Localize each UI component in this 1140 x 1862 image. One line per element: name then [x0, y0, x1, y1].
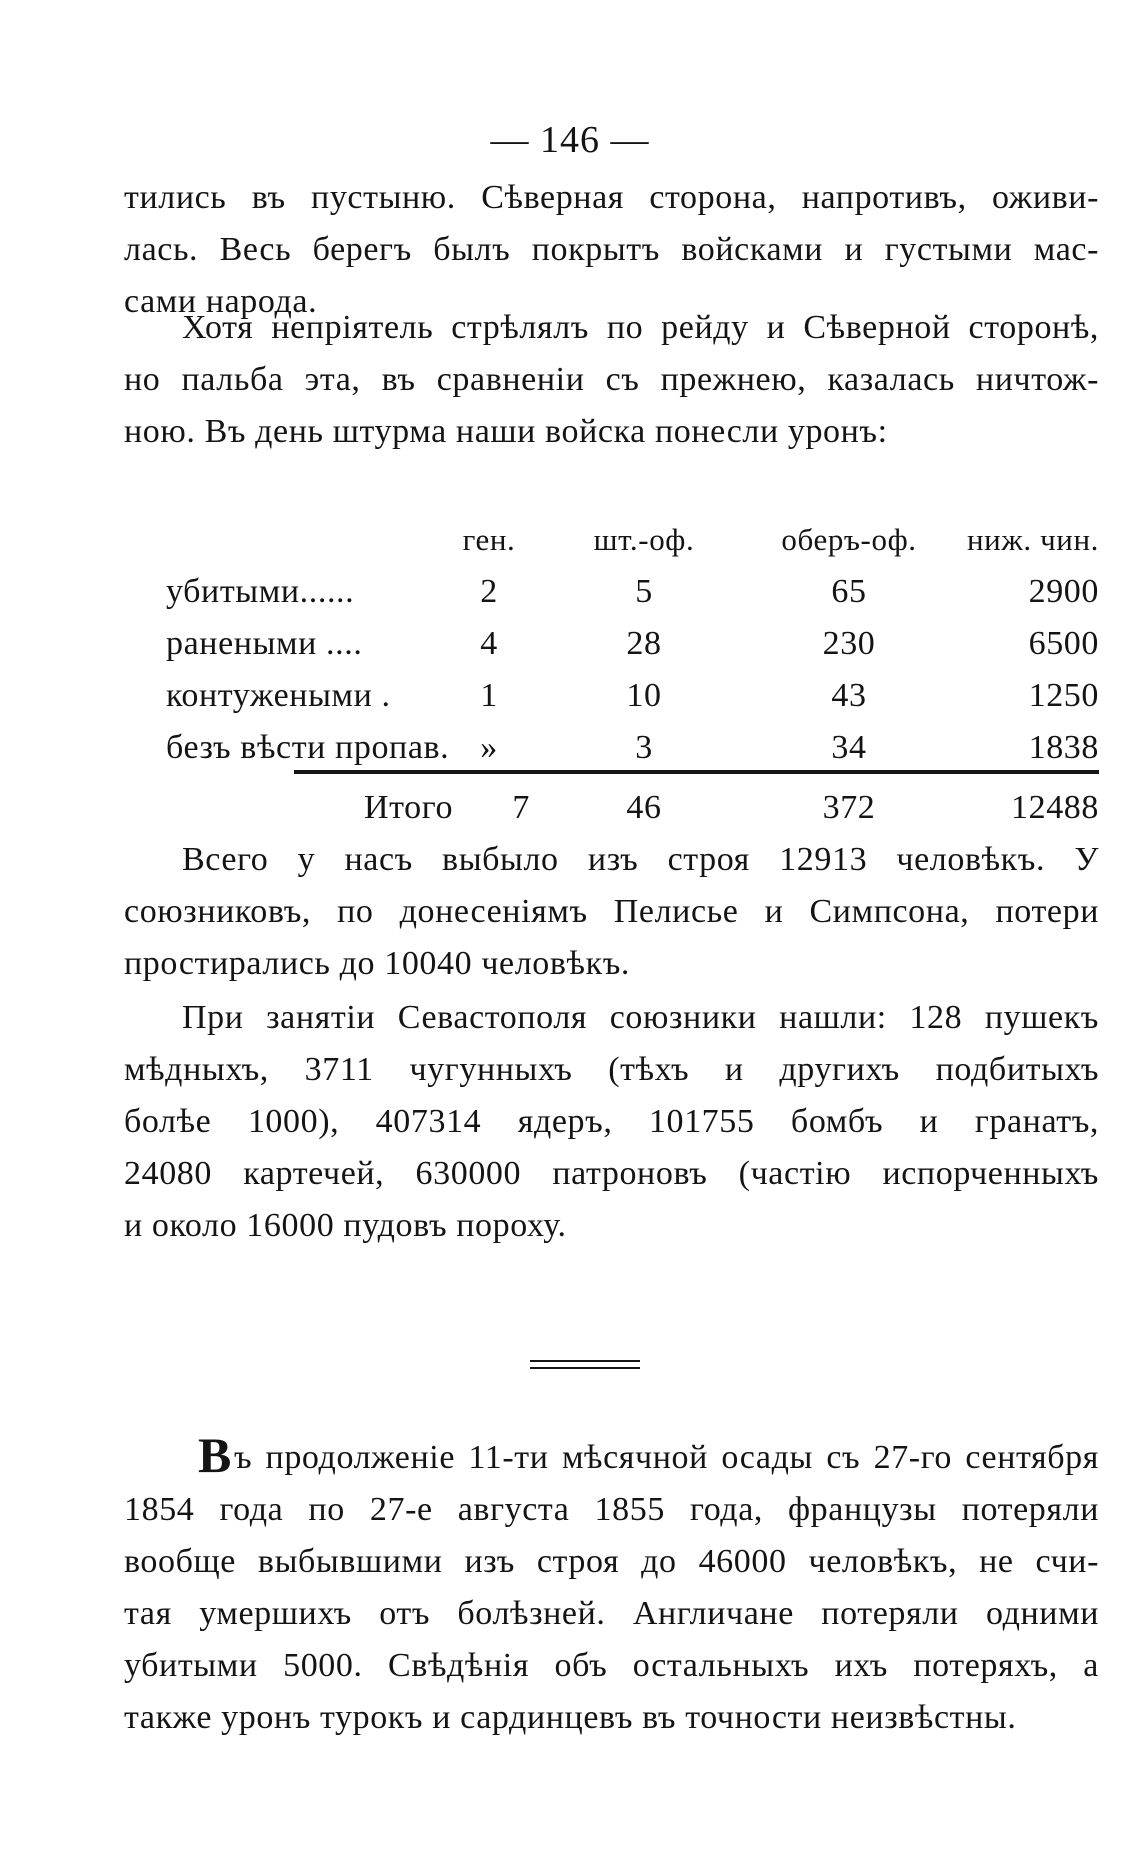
- header-generals: ген.: [462, 522, 516, 557]
- cell-chief-officers: 43: [831, 677, 867, 714]
- text-line: [124, 1432, 1099, 1484]
- text-line: простирались до 10040 человѣкъ.: [124, 945, 631, 982]
- table-row: [124, 670, 1099, 722]
- page-number: — 146 —: [490, 119, 650, 161]
- cell-lower-ranks: 1838: [1028, 729, 1099, 766]
- text-line: союзниковъ, по донесеніямъ Пелисье и Симпсона, потери: [124, 893, 1099, 930]
- cell-chief-officers: 34: [831, 729, 867, 766]
- total-label: Итого: [364, 789, 454, 826]
- cell-generals: 4: [480, 625, 498, 662]
- paragraph-siege-losses: [124, 1432, 1099, 1744]
- header-lower-ranks: ниж. чин.: [966, 522, 1099, 557]
- row-label: безъ вѣсти пропав.: [166, 729, 450, 766]
- total-lower-ranks: 12488: [1011, 789, 1099, 826]
- cell-staff-officers: 28: [626, 625, 662, 662]
- row-label: контужеными .: [166, 677, 391, 714]
- text-line: 24080 картечей, 630000 патроновъ (частію испорченныхъ: [124, 1155, 1099, 1192]
- cell-staff-officers: 5: [635, 573, 653, 610]
- paragraph-totals: [124, 834, 1099, 990]
- text-line: При занятіи Севастополя союзники нашли: 128 пушекъ: [182, 999, 1099, 1036]
- cell-lower-ranks: 2900: [1028, 573, 1099, 610]
- section-separator: [530, 1360, 640, 1374]
- text-line: тая умершихъ отъ болѣзней. Англичане потеряли одними: [124, 1595, 1099, 1632]
- cell-lower-ranks: 6500: [1028, 625, 1099, 662]
- table-total-rule: [294, 770, 1099, 774]
- table-header: [124, 514, 1099, 566]
- text-line: Всего у насъ выбыло изъ строя 12913 человѣкъ. У: [182, 841, 1099, 878]
- table-row: [124, 618, 1099, 670]
- text-line: убитыми 5000. Свѣдѣнія объ остальныхъ ихъ потеряхъ, а: [124, 1647, 1099, 1684]
- table-row: [124, 566, 1099, 618]
- paragraph-captured-material: [124, 992, 1099, 1252]
- table-total-row: [124, 782, 1099, 834]
- paragraph-bombardment: [124, 302, 1099, 458]
- text-line: тились въ пустыню. Сѣверная сторона, напротивъ, оживи-: [124, 179, 1099, 216]
- text-line: болѣе 1000), 407314 ядеръ, 101755 бомбъ и гранатъ,: [124, 1103, 1099, 1140]
- cell-generals: »: [480, 729, 498, 766]
- total-generals: 7: [512, 789, 530, 826]
- text-line: вообще выбывшими изъ строя до 46000 человѣкъ, не счи-: [124, 1543, 1099, 1580]
- cell-chief-officers: 65: [831, 573, 867, 610]
- cell-lower-ranks: 1250: [1028, 677, 1099, 714]
- table-row: [124, 722, 1099, 774]
- text-line: 1854 года по 27-е августа 1855 года, французы потеряли: [124, 1491, 1099, 1528]
- text-line: сами народа.: [124, 283, 318, 320]
- text-line: лась. Весь берегъ былъ покрытъ войсками и густыми мас-: [124, 231, 1099, 268]
- row-label: убитыми......: [166, 573, 355, 610]
- total-staff-officers: 46: [626, 789, 662, 826]
- cell-chief-officers: 230: [822, 625, 876, 662]
- text-line: но пальба эта, въ сравненіи съ прежнею, казалась ничтож-: [124, 361, 1099, 398]
- cell-generals: 2: [480, 573, 498, 610]
- cell-generals: 1: [480, 677, 498, 714]
- header-staff-officers: шт.-оф.: [593, 522, 695, 557]
- row-label: ранеными ....: [166, 625, 363, 662]
- text-line: Хотя непріятель стрѣлялъ по рейду и Сѣверной сторонѣ,: [182, 309, 1099, 346]
- text-line: ною. Въ день штурма наши войска понесли уронъ:: [124, 413, 888, 450]
- cell-staff-officers: 3: [635, 729, 653, 766]
- casualty-table: [124, 514, 1099, 834]
- text-line: также уронъ турокъ и сардинцевъ въ точности неизвѣстны.: [124, 1699, 1017, 1736]
- text-line: и около 16000 пудовъ пороху.: [124, 1207, 567, 1244]
- total-chief-officers: 372: [822, 789, 876, 826]
- text-line: мѣдныхъ, 3711 чугунныхъ (тѣхъ и другихъ подбитыхъ: [124, 1051, 1099, 1088]
- header-chief-officers: оберъ-оф.: [781, 522, 917, 557]
- cell-staff-officers: 10: [626, 677, 662, 714]
- first-line-text: ъ продолженіе 11-ти мѣсячной осады съ 27-го сентября: [233, 1439, 1099, 1476]
- drop-cap: В: [198, 1432, 232, 1483]
